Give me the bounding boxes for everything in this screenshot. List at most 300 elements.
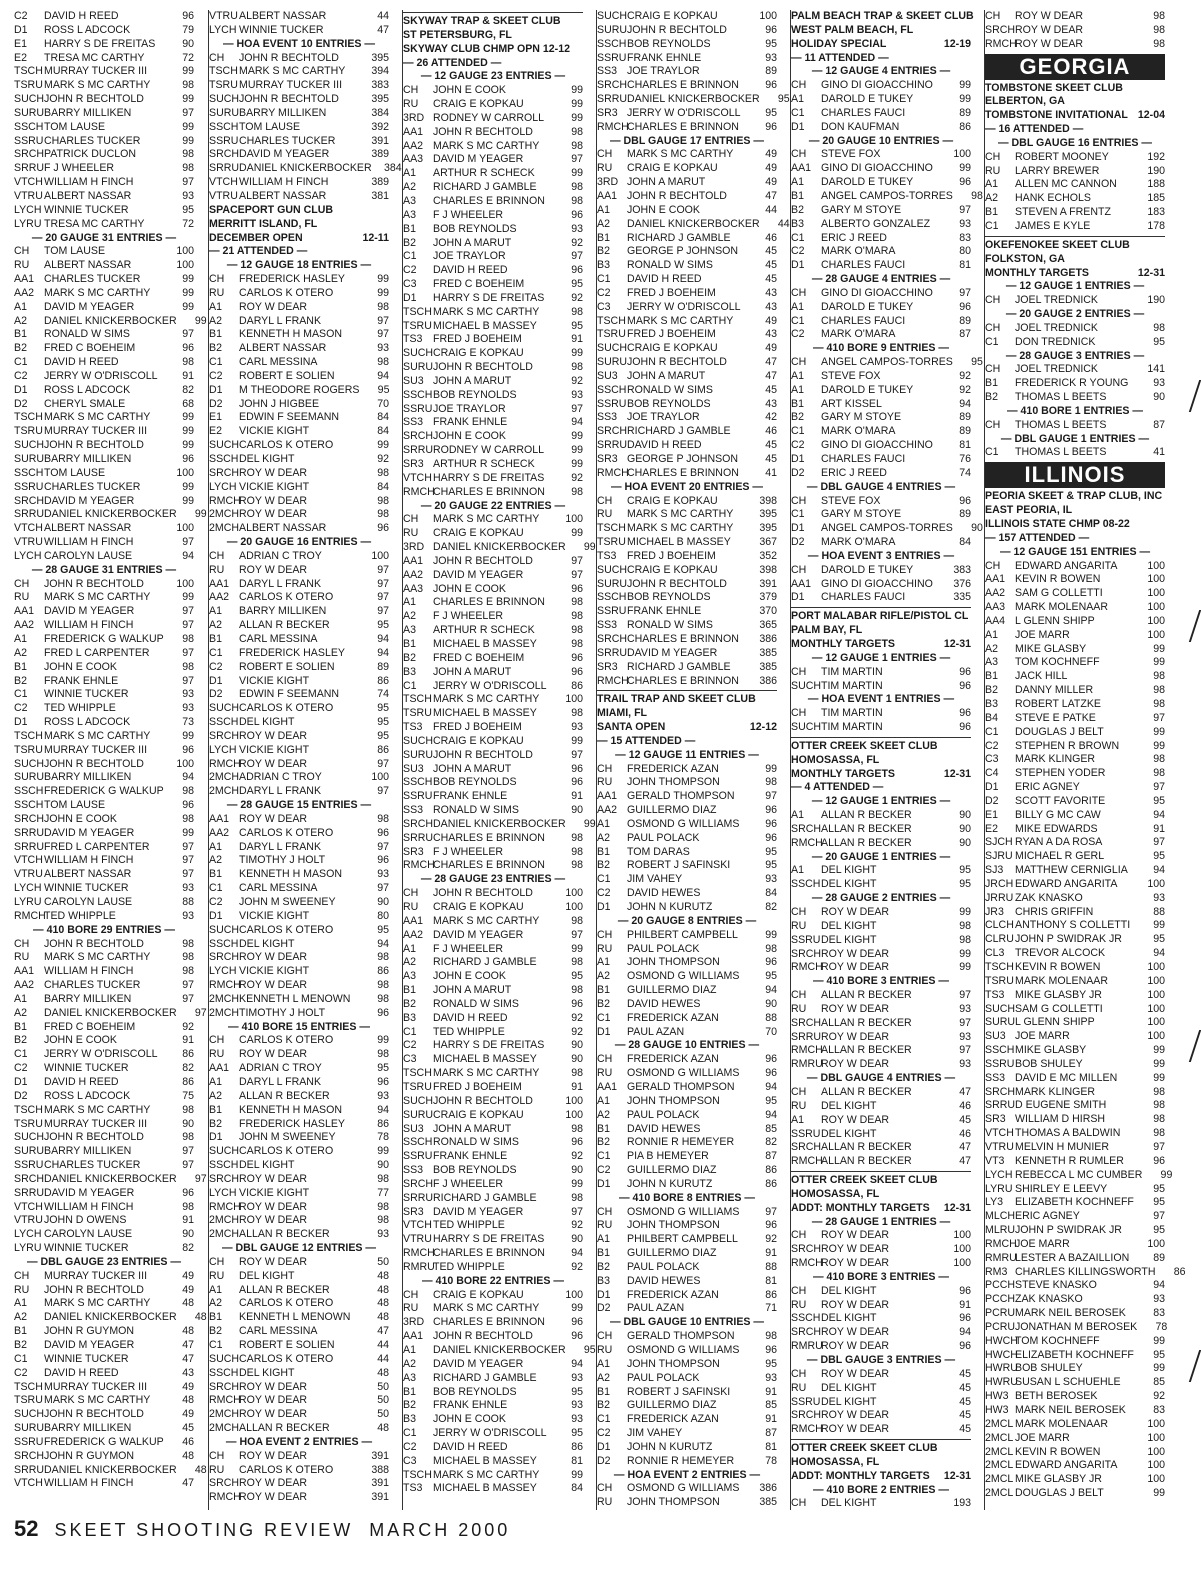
shooter-name: DAROLD E TUKEY [821,93,914,106]
class-code: CH [791,1229,807,1242]
shooter-name: DANIEL KNICKERBOCKER [433,1344,566,1356]
score: 91 [571,1080,583,1093]
score: 92 [571,374,583,387]
score: 98 [1153,684,1165,697]
shoot-title [791,768,971,782]
score: 383 [953,563,971,576]
shooter-name: CHARLES KILLINGSWORTH [1015,1265,1156,1278]
score: 96 [765,1344,777,1356]
class-code: C2 [791,245,805,258]
class-code: SURU [597,577,628,590]
class-code: RU [791,1381,807,1394]
result-row [209,1464,389,1478]
event-header: — 410 BORE 3 ENTRIES — [813,975,949,988]
result-row [14,1021,194,1035]
shooter-name: CARLOS K OTERO [239,1034,334,1047]
class-code: C2 [14,1366,28,1379]
score: 45 [765,383,777,396]
shooter-name: DANIEL KNICKERBOCKER [44,1311,177,1324]
score: 100 [1147,573,1165,586]
score: 45 [959,1381,971,1394]
score: 398 [759,563,777,576]
result-row [791,864,971,878]
class-code: D2 [597,1302,611,1315]
result-row [597,591,777,605]
result-row [791,707,971,721]
shooter-name: JOHN R GUYMON [44,1325,135,1338]
shooter-name: ROBERT MOONEY [1015,150,1109,163]
score: 99 [571,111,583,124]
score: 95 [765,859,777,872]
class-code: A1 [597,1357,610,1370]
result-row [209,481,389,495]
class-code: D1 [209,383,223,396]
shooter-name: RONALD W SIMS [433,997,519,1010]
result-row [791,1229,971,1243]
class-code: RMCH [209,1200,241,1213]
event-header: — 20 GAUGE 2 ENTRIES — [1005,308,1145,321]
result-row [209,1145,389,1159]
shooter-name: DEL KIGHT [239,716,295,729]
score: 82 [182,383,194,396]
shooter-name: RONNIE R HEMEYER [627,1136,735,1149]
result-row [791,1031,971,1045]
result-row [985,1238,1165,1252]
class-code: A1 [791,176,804,189]
issue-date: MARCH 2000 [369,1520,511,1540]
score: 86 [377,1117,389,1130]
result-row [403,1192,583,1206]
score: 70 [765,1025,777,1038]
shooter-name: MURRAY TUCKER III [44,65,148,78]
score: 48 [377,1297,389,1310]
class-code: C1 [791,425,805,438]
club-heading: PALM BEACH TRAP & SKEET CLUB [791,10,974,22]
result-row [985,151,1165,165]
event-header: — 410 BORE 22 ENTRIES — [422,1274,564,1287]
class-code: CH [403,887,419,900]
shooter-name: TRESA MC CARTHY [44,217,145,230]
shooter-name: CHARLES TUCKER [44,979,141,992]
class-code: LY3 [985,1196,1004,1209]
score: 84 [765,887,777,900]
class-code: SUCH [14,1408,45,1421]
result-row [791,467,971,481]
shooter-name: JOHN R BECHTOLD [433,887,533,900]
shooter-name: CHARLES FAUCI [821,106,906,119]
result-row [14,190,194,204]
shooter-name: CARL MESSINA [239,356,318,369]
shooter-name: ALLAN R BECKER [821,1155,912,1168]
score: 92 [959,383,971,396]
score: 43 [765,286,777,299]
class-code: TSCH [597,522,626,535]
class-code: SSRU [14,134,44,147]
score: 370 [759,605,777,618]
shooter-name: OSMOND G WILLIAMS [627,1482,740,1495]
class-code: 2MCH [209,1422,240,1435]
result-row [14,1436,194,1450]
event-header: — DBL GAUGE 1 ENTRIES — [1000,432,1150,445]
class-code: JR3 [985,905,1004,918]
result-row [14,938,194,952]
shooter-name: WINNIE TUCKER [44,1352,129,1365]
score: 96 [571,1316,583,1329]
score: 99 [377,286,389,299]
class-code: SUCH [209,1145,240,1158]
score: 98 [571,845,583,858]
score: 96 [182,799,194,812]
event-header: — 410 BORE 9 ENTRIES — [813,342,949,355]
shooter-name: HARRY S DE FREITAS [433,291,545,304]
result-row [14,328,194,342]
shooter-name: GUILLERMO DIAZ [627,1164,717,1177]
result-row [14,453,194,467]
shooter-name: DEL KIGHT [821,864,877,877]
shooter-name: DAVID HEWES [627,997,701,1010]
shooter-name: STEPHEN R BROWN [1015,739,1120,752]
score: 99 [959,906,971,918]
result-row [985,906,1165,920]
result-row [14,107,194,121]
shooter-name: JERRY W O'DRISCOLL [627,300,741,313]
class-code: B1 [14,660,27,673]
score: 98 [571,361,583,374]
result-row [403,569,583,583]
shooter-name: CARLOS K OTERO [239,1352,334,1365]
shooter-name: DANIEL KNICKERBOCKER [433,817,566,830]
result-row [985,1390,1165,1404]
class-code: A1 [403,167,416,180]
shooter-name: JOHN N KURUTZ [627,901,713,913]
result-row [209,467,389,481]
result-row [985,1307,1165,1321]
score: 45 [182,1422,194,1435]
class-code: SUCH [597,342,628,355]
shooter-name: JONATHAN M BEROSEK [1015,1320,1138,1333]
result-row [985,1376,1165,1390]
score: 99 [571,1302,583,1315]
score: 95 [1153,1348,1165,1361]
class-code: SSRU [791,1127,821,1140]
score: 100 [1147,628,1165,641]
class-code: C2 [597,887,611,900]
score: 100 [1147,877,1165,890]
score: 93 [182,909,194,922]
shooter-name: VICKIE KIGHT [239,909,310,922]
class-code: CH [985,559,1001,572]
result-row [597,1123,777,1137]
event-header: — 28 GAUGE 10 ENTRIES — [614,1039,760,1052]
score: 46 [959,1099,971,1112]
score: 89 [959,425,971,438]
score: 97 [765,790,777,803]
shooter-name: PAUL POLACK [627,831,700,844]
class-code: SURU [14,106,45,119]
shooter-name: JAMES E KYLE [1015,219,1091,232]
score: 188 [1147,178,1165,191]
result-row [209,578,389,592]
result-row [791,823,971,837]
class-code: A1 [791,300,804,313]
result-row [597,328,777,342]
shooter-name: MARK KLINGER [1015,1085,1096,1098]
class-code: SRCH [14,1172,45,1185]
class-code: CH [14,937,30,950]
event-header: — 20 GAUGE 22 ENTRIES — [420,499,566,512]
score: 95 [765,1357,777,1370]
score: 96 [1153,1154,1165,1167]
shooter-name: GERALD THOMPSON [627,1330,735,1343]
result-row [985,1362,1165,1376]
score: 97 [959,1044,971,1057]
result-row [597,190,777,204]
result-row [597,411,777,425]
result-row [985,629,1165,643]
result-row [597,24,777,38]
shooter-name: MARK S MC CARTHY [433,1067,540,1080]
score: 99 [377,1145,389,1158]
result-row [403,361,583,375]
class-code: B1 [14,1325,27,1338]
score: 47 [959,1155,971,1168]
score: 99 [1153,1487,1165,1500]
class-code: B1 [209,1103,222,1116]
result-row [209,495,389,509]
result-row [14,1048,194,1062]
shooter-name: DEL KIGHT [821,1395,877,1408]
class-code: CH [791,563,807,576]
shooter-name: GINO DI GIOACCHINO [821,286,933,299]
score: 95 [571,1385,583,1398]
result-row [791,1340,971,1354]
class-code: B1 [209,328,222,341]
class-code: TS3 [403,333,423,346]
shooter-name: CHARLES TUCKER [239,134,336,147]
score: 100 [953,1257,971,1270]
class-code: LYCH [209,23,237,36]
result-row [985,1210,1165,1224]
shooter-name: RONALD W SIMS [433,1136,519,1149]
shooter-name: ROY W DEAR [239,812,308,825]
score: 99 [959,162,971,175]
result-row [14,730,194,744]
shooter-name: VICKIE KIGHT [239,674,310,687]
score: 92 [1153,1390,1165,1403]
result-row [597,1081,777,1095]
class-code: B2 [985,391,998,404]
shooter-name: MARK S MC CARTHY [627,522,734,535]
shooter-name: FREDERICK HASLEY [239,273,345,286]
result-row [597,1012,777,1026]
class-code: VTCH [985,1127,1014,1140]
shooter-name: JACK HILL [1015,670,1068,683]
shooter-name: LESTER A BAZAILLION [1015,1251,1130,1264]
class-code: A1 [209,1283,222,1296]
class-code: SRRU [209,162,240,175]
shooter-name: JOHN THOMPSON [627,776,720,789]
shooter-name: ROY W DEAR [239,979,308,992]
shooter-name: FREDERICK AZAN [627,1011,719,1024]
shoot-title [985,518,1165,532]
event-header: — DBL GAUGE 16 ENTRIES — [997,136,1153,149]
shooter-name: RONALD W SIMS [627,619,713,632]
class-code: TSRU [597,536,626,549]
score: 47 [765,369,777,382]
score: 98 [182,356,194,369]
result-row [791,680,971,694]
class-code: B2 [597,1399,610,1412]
shooter-name: CRAIG E KOPKAU [433,1108,524,1121]
shoot-title [791,1202,971,1216]
shooter-name: THOMAS A BALDWIN [1015,1127,1121,1140]
shooter-name: ALLAN R BECKER [821,822,912,835]
score: 100 [1147,559,1165,572]
class-code: SUCH [209,439,240,452]
class-code: LYCH [209,965,237,978]
shooter-name: MARK S MC CARTHY [44,1297,151,1310]
result-row [403,292,583,306]
class-code: C1 [791,508,805,521]
class-code: SSRU [985,1057,1015,1070]
class-code: B1 [985,377,998,390]
class-code: SSRU [403,1150,433,1163]
shooter-name: MICHAEL B MASSEY [433,1454,537,1467]
class-code: RU [14,1283,30,1296]
shooter-name: JOEL TREDNICK [1015,294,1099,307]
class-code: B2 [403,236,416,249]
score: 95 [765,37,777,50]
score: 392 [371,120,389,133]
score: 98 [571,596,583,609]
result-row [403,1206,583,1220]
shooter-name: JOHN THOMPSON [627,1496,720,1509]
class-code: SRRU [403,831,434,844]
score: 91 [182,1214,194,1227]
event-header: — 12 GAUGE 23 ENTRIES — [420,70,566,83]
shooter-name: GARY M STOYE [821,508,902,521]
class-code: CH [597,1205,613,1218]
result-row [403,680,583,694]
result-row [209,1104,389,1118]
shoot-date: 12-31 [943,1201,971,1214]
result-row [14,65,194,79]
shooter-name: FRANK EHNLE [433,1399,508,1412]
result-row [14,218,194,232]
event-header: — HOA EVENT 3 ENTRIES — [807,549,955,562]
class-code: TSRU [14,79,43,92]
class-code: SRCH [791,1326,822,1339]
shooter-name: RICHARD J GAMBLE [627,425,731,438]
shooter-name: ALLAN R BECKER [821,1141,912,1154]
result-row [985,892,1165,906]
class-code: LYCH [14,1228,42,1241]
shooter-name: CRAIG E KOPKAU [627,162,718,175]
shooter-name: KENNETH R RUMLER [1015,1154,1124,1167]
class-code: D2 [14,1089,28,1102]
result-row [14,675,194,689]
shooter-name: DON KAUFMAN [821,120,900,133]
shooter-name: JOHN P SWIDRAK JR [1015,933,1122,946]
score: 93 [182,702,194,715]
score: 98 [571,637,583,650]
shooter-name: FRED C BOEHEIM [433,278,525,291]
shooter-name: FRED L CARPENTER [44,646,150,659]
result-row [791,1003,971,1017]
shooter-name: ALBERT NASSAR [44,259,132,272]
result-row [985,377,1165,391]
class-code: A1 [403,1344,416,1356]
result-row [209,52,389,66]
class-code: SURU [209,106,240,119]
result-row [403,596,583,610]
shoot-date: 12-19 [943,37,971,50]
shooter-name: ROY W DEAR [821,1257,890,1270]
score: 94 [1153,864,1165,877]
class-code: RMCH [597,674,629,687]
shooter-name: CHARLES TUCKER [44,134,141,147]
club-heading: PALM BAY, FL [791,624,863,637]
class-code: C2 [14,369,28,382]
shooter-name: JOHN THOMPSON [627,956,720,969]
score: 99 [959,947,971,960]
score: 93 [182,688,194,701]
score: 44 [377,1352,389,1365]
score: 98 [1153,1113,1165,1126]
score: 97 [1153,1140,1165,1153]
score: 47 [182,1352,194,1365]
result-row [403,1344,596,1358]
result-row [14,965,194,979]
score: 95 [765,106,777,119]
shooter-name: JOHN R GUYMON [44,1449,135,1462]
shooter-name: CARLOS K OTERO [239,286,334,299]
shooter-name: ANGEL CAMPOS-TORRES [821,522,953,535]
result-row [209,647,389,661]
shooter-name: JOHN E COOK [44,660,117,673]
shooter-name: MICHAEL B MASSEY [433,637,537,650]
class-code: B2 [403,997,416,1010]
shooter-name: ROY W DEAR [239,1048,308,1061]
shooter-name: RICHARD J GAMBLE [433,956,537,969]
score: 91 [765,1385,777,1398]
shooter-name: DAVID HEWES [627,887,701,900]
score: 98 [377,466,389,479]
shooter-name: OSMOND G WILLIAMS [627,1344,740,1356]
score: 367 [759,536,777,549]
class-code: JRCH [985,877,1014,890]
score: 94 [571,416,583,429]
result-row [791,384,971,398]
shoot-name: ILLINOIS STATE CHMP 08-22 [985,518,1130,530]
class-code: RMCH [985,1237,1017,1250]
class-code: PCRU [985,1320,1016,1333]
result-row [985,1086,1165,1100]
shooter-name: JOHN R BECHTOLD [239,93,339,106]
shooter-name: MATTHEW CERNIGLIA [1015,864,1128,877]
shooter-name: ROY W DEAR [239,1477,308,1490]
score: 98 [765,942,777,955]
score: 352 [759,549,777,562]
result-row [14,425,194,439]
result-row [985,795,1165,809]
shooter-name: DAVID H REED [44,1366,119,1379]
score: 395 [371,93,389,106]
result-row [985,643,1165,657]
shooter-name: WINNIE TUCKER [44,1242,129,1255]
class-code: SUCH [209,1352,240,1365]
shooter-name: KEVIN R BOWEN [1015,573,1101,586]
